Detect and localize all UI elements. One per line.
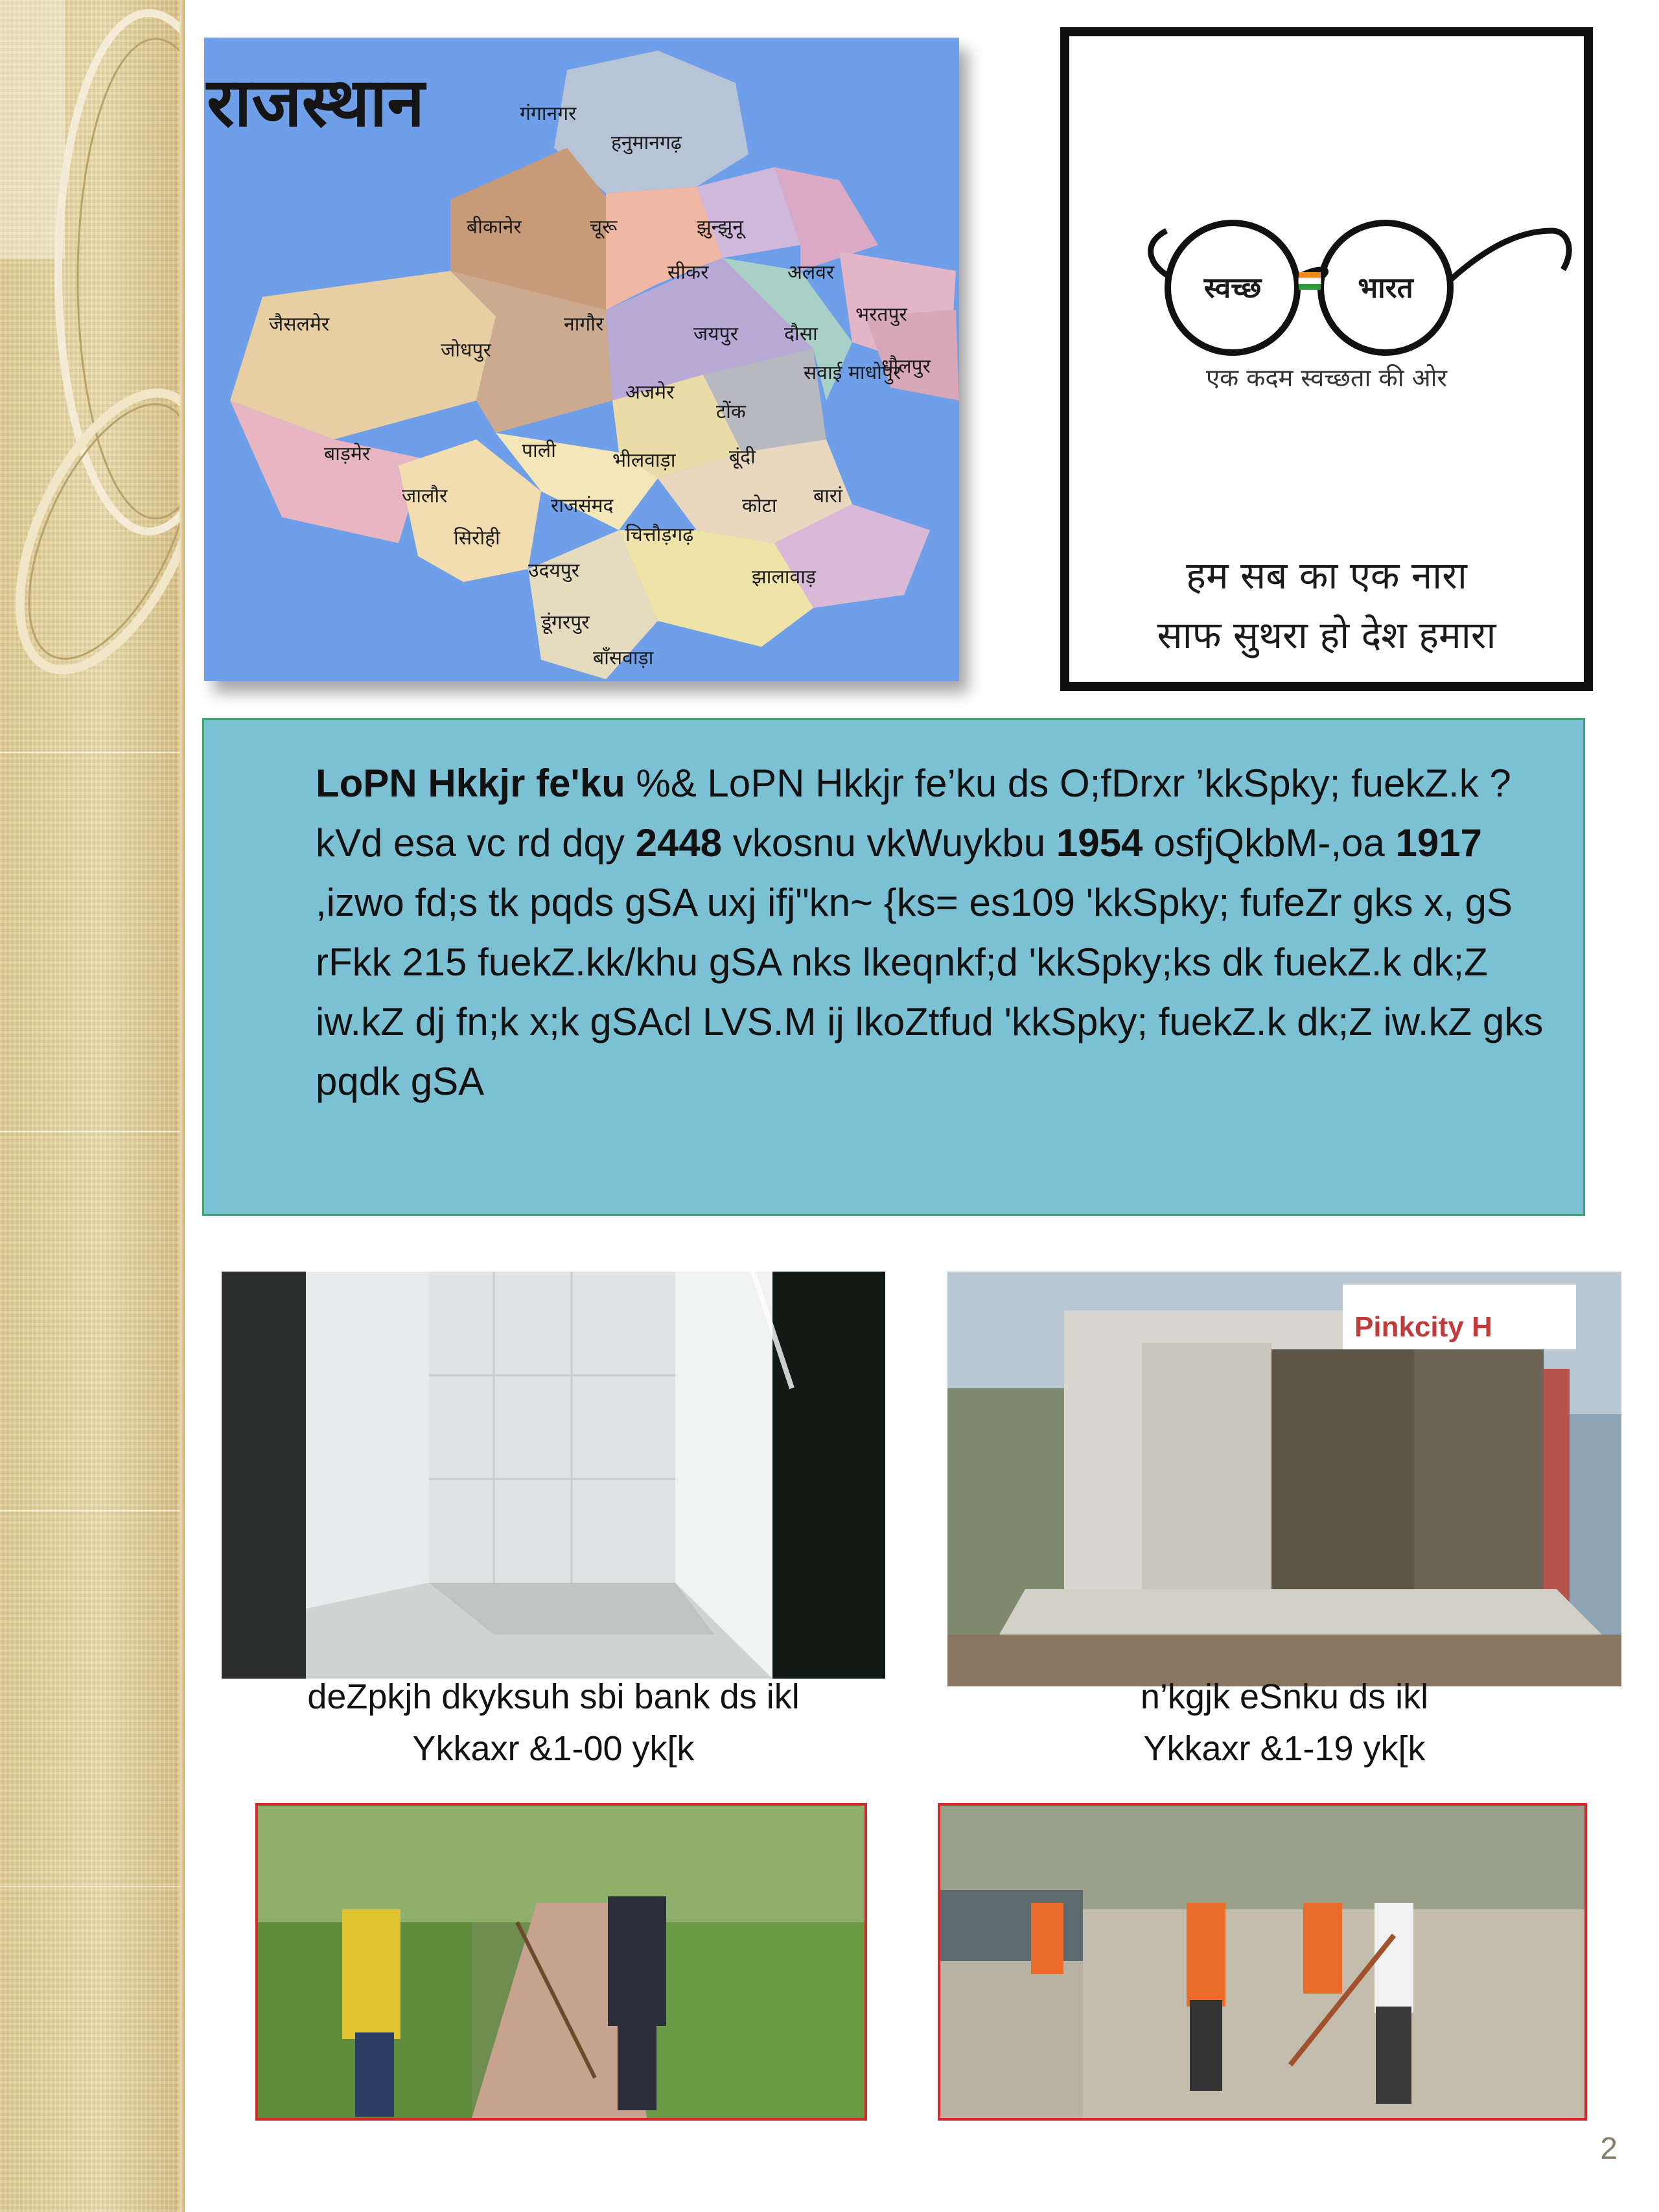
district-label: बूंदी (729, 446, 756, 469)
rajasthan-map (204, 38, 959, 681)
caption-cost: Ykkaxr &1-19 yk[k (1143, 1729, 1426, 1768)
sidebar-divider (0, 1131, 185, 1132)
district-label: झालावाड़ (752, 566, 817, 588)
district-label: बीकानेर (467, 216, 522, 239)
district-label: सीकर (667, 261, 709, 284)
caption-location: n’kgjk eSnku ds ikl (1140, 1677, 1429, 1716)
district-label: कोटा (742, 495, 777, 517)
toilet-interior-image (222, 1272, 885, 1679)
sidebar-divider (0, 1886, 185, 1887)
sidebar-divider (0, 1510, 185, 1511)
district-label: हनुमानगढ़ (611, 132, 682, 154)
decorative-sidebar (0, 0, 185, 2212)
district-label: टोंक (716, 401, 746, 423)
cleaning-drive-photo-left (255, 1803, 867, 2121)
cleaning-drive-photo-right (938, 1803, 1587, 2121)
district-label: पाली (522, 439, 556, 462)
district-label: बाड़मेर (324, 443, 371, 465)
photo-caption-left (222, 1671, 885, 1775)
paragraph-text: osfjQkbM-,oa (1143, 821, 1396, 865)
district-label: झुन्झुनू (697, 216, 743, 239)
district-label: जालौर (402, 485, 448, 507)
district-label: सिरोही (454, 527, 500, 550)
paragraph-text: vkosnu vkWuykbu (722, 821, 1056, 865)
district-label: सवाई माधोपुर (804, 362, 901, 384)
logo-tagline: एक कदम स्वच्छता की ओर (1205, 364, 1448, 392)
slogan-line-1: हम सब का एक नारा (1186, 553, 1467, 598)
toilet-interior-photo (222, 1272, 885, 1679)
district-label: बारां (813, 485, 842, 507)
district-label: गंगानगर (520, 102, 577, 125)
map-title: राजस्थान (207, 62, 425, 142)
toilet-exterior-image (947, 1272, 1621, 1686)
signboard-text: Pinkcity H (1354, 1311, 1492, 1343)
sidebar-edge (180, 0, 185, 2212)
info-text-box (202, 718, 1585, 1216)
page-number: 2 (1600, 2132, 1618, 2166)
district-label: नागौर (564, 313, 604, 336)
district-label: बाँसवाड़ा (593, 647, 654, 669)
district-label: दौसा (784, 323, 818, 345)
mission-paragraph (316, 754, 1560, 1112)
district-label: राजसंमद (551, 495, 614, 517)
district-label: अजमेर (625, 381, 675, 404)
logo-word-right: भारत (1358, 272, 1413, 305)
slogan-line-2: साफ सुथरा हो देश हमारा (1157, 613, 1496, 657)
paragraph-text: %& LoPN Hkkjr fe’ku ds O;fDrxr ’kkSpky; fuekZ.k ?kVd esa vc rd dqy (316, 762, 1511, 865)
street-sweeping-image (940, 1806, 1584, 2118)
district-label: भीलवाड़ा (612, 449, 676, 472)
caption-cost: Ykkaxr &1-00 yk[k (412, 1729, 695, 1768)
district-label: भरतपुर (855, 303, 907, 326)
district-label: उदयपुर (528, 559, 580, 582)
count-value: 1954 (1056, 821, 1143, 865)
toilet-exterior-photo (947, 1272, 1621, 1686)
swachh-bharat-logo-box (1060, 27, 1593, 691)
district-label: अलवर (787, 261, 835, 284)
district-label: धौलपुर (881, 355, 931, 378)
mission-heading: LoPN Hkkjr fe'ku (316, 762, 625, 805)
district-label: चित्तौड़गढ़ (625, 524, 694, 546)
caption-location: deZpkjh dkyksuh sbi bank ds ikl (307, 1677, 800, 1716)
sidebar-divider (0, 752, 185, 753)
district-label: डूंगरपुर (541, 611, 590, 634)
district-label: जैसलमेर (269, 313, 330, 336)
count-value: 2448 (635, 821, 723, 865)
logo-word-left: स्वच्छ (1203, 272, 1262, 305)
photo-caption-right (947, 1671, 1621, 1775)
decorative-rings (0, 0, 185, 713)
district-label: जोधपुर (441, 339, 491, 362)
cleaning-drive-image (258, 1806, 864, 2118)
count-value: 1917 (1395, 821, 1482, 865)
district-label: चूरू (590, 216, 618, 239)
district-label: जयपुर (693, 323, 738, 345)
paragraph-text: ,izwo fd;s tk pqds gSA uxj ifj"kn~ {ks= es109 'kkSpky; fufeZr gks x, gS rFkk 215 fuekZ.kk/khu gSA nks lkeqnkf;d 'kkSpky;ks dk fuekZ.k dk;Z iw.kZ dj fn;k x;k gSAcl LVS.M ij lkoZtfud 'kkSpky; fuekZ.k dk;Z iw.kZ gks pqdk gSA (316, 881, 1544, 1103)
